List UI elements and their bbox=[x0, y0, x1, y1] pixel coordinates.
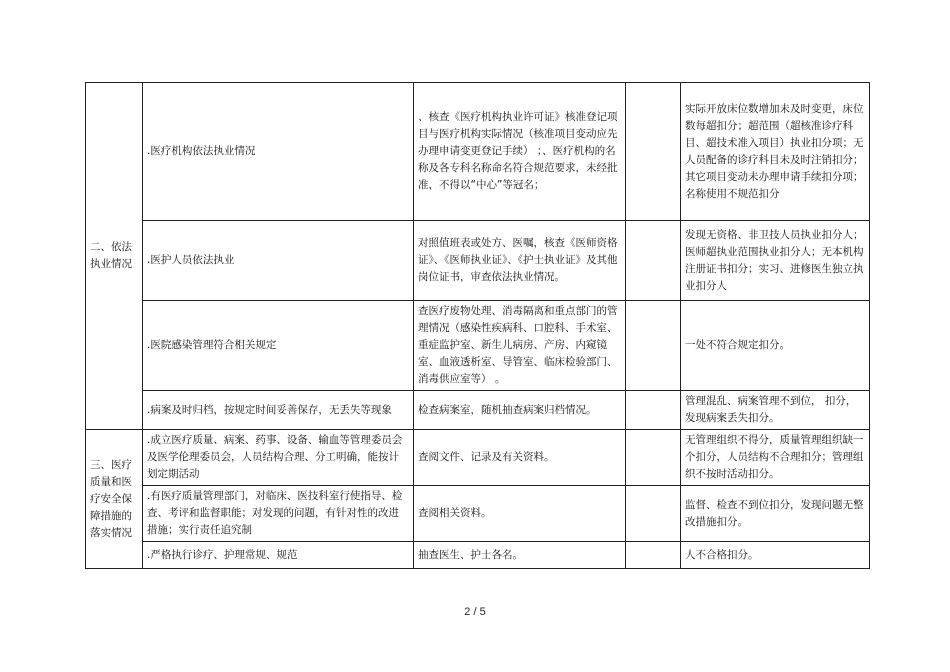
deduction-cell: 监督、检查不到位扣分，发现问题无整改措施扣分。 bbox=[681, 486, 870, 542]
method-cell: 查阅相关资料。 bbox=[414, 486, 626, 542]
table-row bbox=[86, 83, 870, 221]
table-row bbox=[86, 301, 870, 391]
item-cell: .病案及时归档，按规定时间妥善保存，无丢失等现象 bbox=[143, 391, 414, 430]
deduction-cell: 一处不符合规定扣分。 bbox=[681, 301, 870, 391]
score-cell bbox=[626, 486, 681, 542]
table-row bbox=[86, 542, 870, 569]
item-cell: .有医疗质量管理部门，对临床、医技科室行使指导、检查、考评和监督职能；对发现的问题，有针对性的改进措施；实行责任追究制 bbox=[143, 486, 414, 542]
category-quality-safety: 三、医疗质量和医疗安全保障措施的落实情况 bbox=[90, 458, 132, 539]
table-row bbox=[86, 391, 870, 430]
item-cell: .医护人员依法执业 bbox=[143, 221, 414, 301]
method-cell: 、核查《医疗机构执业许可证》核准登记项目与医疗机构实际情况（核准项目变动应先办理申请变更登记手续） ；、医疗机构的名称及各专科名称命名符合规范要求，未经批准，不得以“中心”等冠名； bbox=[414, 83, 626, 221]
item-cell: .严格执行诊疗、护理常规、规范 bbox=[143, 542, 414, 569]
method-cell: 抽查医生、护士各名。 bbox=[414, 542, 626, 569]
table-row bbox=[86, 221, 870, 301]
score-cell bbox=[626, 391, 681, 430]
deduction-cell: 无管理组织不得分，质量管理组织缺一个扣分，人员结构不合理扣分；管理组织不按时活动扣分。 bbox=[681, 430, 870, 486]
category-cell bbox=[86, 83, 143, 430]
category-legal-practice: 二、依法执业情况 bbox=[90, 241, 132, 270]
score-cell bbox=[626, 301, 681, 391]
item-cell: .医院感染管理符合相关规定 bbox=[143, 301, 414, 391]
score-cell bbox=[626, 83, 681, 221]
item-cell: .医疗机构依法执业情况 bbox=[143, 83, 414, 221]
category-cell bbox=[86, 430, 143, 569]
method-cell: 查阅文件、记录及有关资料。 bbox=[414, 430, 626, 486]
method-cell: 查医疗废物处理、消毒隔离和重点部门的管理情况（感染性疾病科、口腔科、手术室、重症监护室、新生儿病房、产房、内窥镜室、血液透析室、导管室、临床检验部门、消毒供应室等） 。 bbox=[414, 301, 626, 391]
deduction-cell: 发现无资格、非卫技人员执业扣分人；医师超执业范围执业扣分人；无本机构注册证书扣分；实习、进修医生独立执业扣分人 bbox=[681, 221, 870, 301]
table-row bbox=[86, 486, 870, 542]
method-cell: 检查病案室，随机抽查病案归档情况。 bbox=[414, 391, 626, 430]
deduction-cell: 人不合格扣分。 bbox=[681, 542, 870, 569]
evaluation-table bbox=[85, 82, 870, 569]
page-number: 2 / 5 bbox=[464, 606, 486, 618]
score-cell bbox=[626, 430, 681, 486]
score-cell bbox=[626, 221, 681, 301]
item-cell: .成立医疗质量、病案、药事、设备、输血等管理委员会及医学伦理委员会，人员结构合理、分工明确，能按计划定期活动 bbox=[143, 430, 414, 486]
deduction-cell: 实际开放床位数增加未及时变更，床位数每超扣分；超范围（超核准诊疗科目、超技术准入项目）执业扣分项；无人员配备的诊疗科目未及时注销扣分；其它项目变动未办理申请手续扣分项；名称使用不规范扣分 bbox=[681, 83, 870, 221]
table-row bbox=[86, 430, 870, 486]
deduction-cell: 管理混乱、病案管理不到位， 扣分，发现病案丢失扣分。 bbox=[681, 391, 870, 430]
method-cell: 对照值班表或处方、医嘱，核查《医师资格证》、《医师执业证》、《护士执业证》及其他岗位证书，审查依法执业情况。 bbox=[414, 221, 626, 301]
score-cell bbox=[626, 542, 681, 569]
